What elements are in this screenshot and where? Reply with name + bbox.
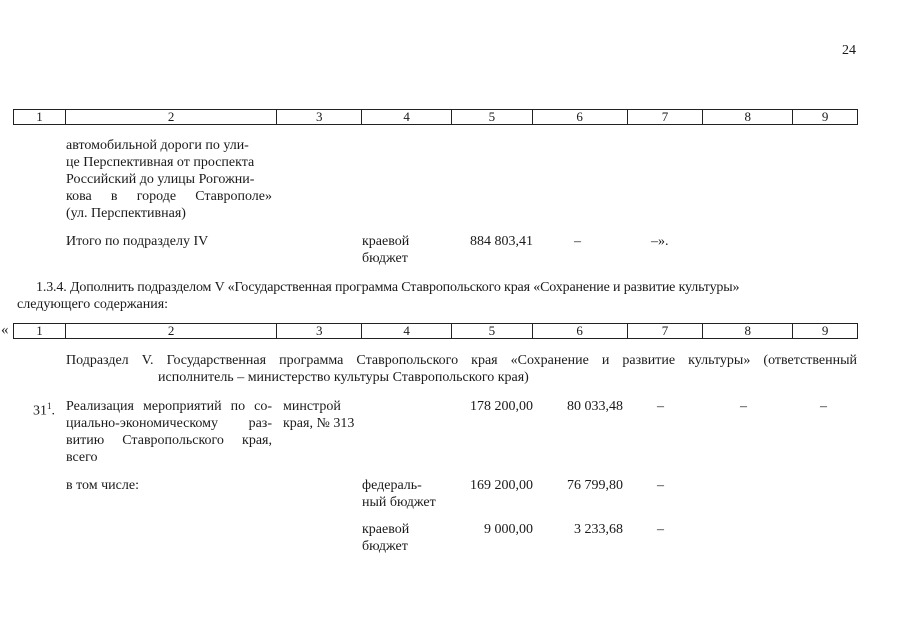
executor-line: края, № 313 [283,416,355,431]
funding-source [362,233,409,267]
funding-source-line: бюджет [362,251,408,266]
column-number-row [13,109,858,125]
text-line: витию Ставропольского края, [66,433,272,448]
funding-source [362,477,436,511]
regional-col6: 3 233,68 [574,522,623,537]
column-number: 1 [14,324,66,338]
column-number: 5 [452,324,533,338]
text-line: всего [66,450,98,465]
column-number: 2 [66,324,278,338]
total-amount: 884 803,41 [470,234,533,249]
section-heading: Подраздел V. Государственная программа Ставропольского края «Сохранение и развитие культуры» (ответственный [66,353,857,368]
column-number: 4 [362,324,452,338]
item-col6: 80 033,48 [567,399,623,414]
text-line: циально-экономическому раз- [66,416,272,431]
column-number: 1 [14,110,66,124]
total-col6: – [574,234,581,249]
column-number: 6 [533,324,628,338]
page-number: 24 [842,43,856,58]
funding-source-line: краевой [362,234,410,249]
section-heading-line2: исполнитель – министерство культуры Ставропольского края) [158,370,529,385]
total-col7: –». [651,234,669,249]
funding-source [362,521,409,555]
item-col9: – [820,399,827,414]
including-label: в том числе: [66,478,139,493]
open-quote: « [1,322,9,338]
column-number: 2 [66,110,278,124]
total-label: Итого по подразделу IV [66,234,209,249]
executor-line: минстрой [283,399,341,414]
column-number: 7 [628,324,704,338]
text-line: Реализация мероприятий по со- [66,399,272,414]
row-name-continuation [66,137,272,222]
text-line: (ул. Перспективная) [66,206,186,221]
column-number: 3 [277,324,362,338]
item-number-superscript: 1 [47,401,52,411]
column-number: 6 [533,110,628,124]
column-number: 9 [821,109,829,124]
column-number: 7 [628,110,704,124]
federal-col7: – [657,478,664,493]
column-number: 4 [362,110,452,124]
column-number: 5 [452,110,533,124]
funding-source-line: федераль- [362,478,422,493]
regional-col7: – [657,522,664,537]
item-col7: – [657,399,664,414]
text-line: це Перспективная от проспекта [66,155,255,170]
funding-source-line: краевой [362,522,410,537]
paragraph-line: 1.3.4. Дополнить подразделом V «Государственная программа Ставропольского края «Сохранение и развитие культуры» [36,280,740,295]
column-number-row [13,323,858,339]
federal-col6: 76 799,80 [567,478,623,493]
text-line: Российский до улицы Рогожни- [66,172,255,187]
regional-col5: 9 000,00 [484,522,533,537]
item-name [66,398,272,466]
item-col8: – [740,399,747,414]
funding-source-line: бюджет [362,539,408,554]
item-executor [283,398,354,432]
item-number-main: 31 [33,403,47,419]
item-number [33,398,55,420]
text-line: кова в городе Ставрополе» [66,189,272,204]
column-number: 3 [277,110,362,124]
column-number: 8 [703,110,793,124]
text-line: автомобильной дороги по ули- [66,138,249,153]
column-number: 9 [821,323,829,338]
paragraph-line: следующего содержания: [17,297,169,312]
column-number: 8 [703,324,793,338]
item-col5: 178 200,00 [470,399,533,414]
item-number-suffix: . [51,403,55,419]
funding-source-line: ный бюджет [362,495,436,510]
federal-col5: 169 200,00 [470,478,533,493]
